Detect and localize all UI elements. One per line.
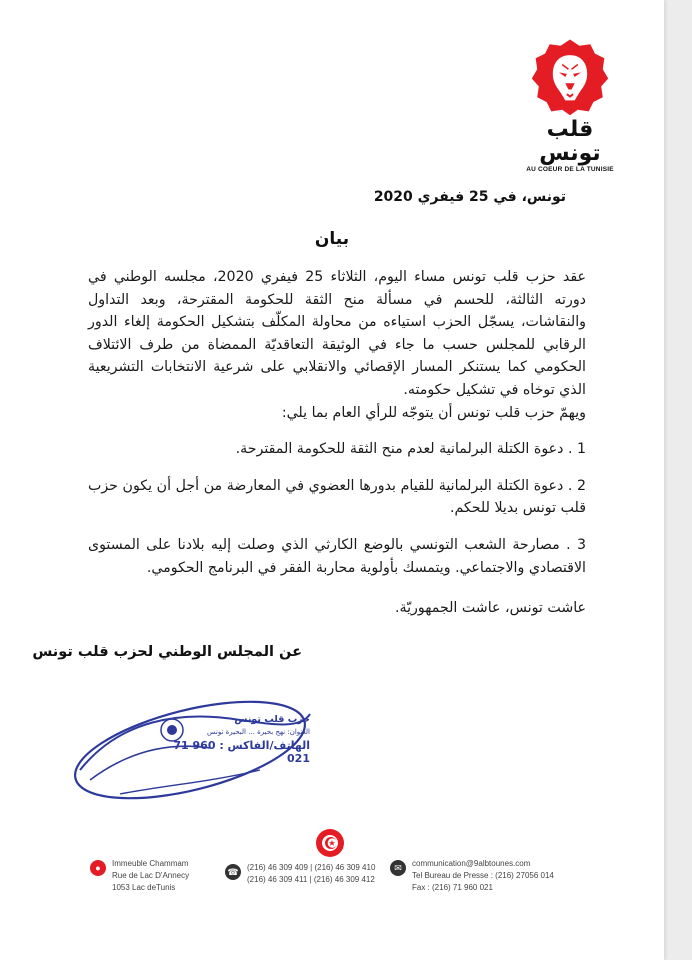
tunisia-flag-emblem-icon xyxy=(315,828,345,858)
footer-phone-line: (216) 46 309 409 | (216) 46 309 410 xyxy=(247,863,376,872)
telephone-icon: ☎ xyxy=(225,864,241,880)
footer-email: communication@9albtounes.com xyxy=(412,859,531,868)
stamp-phone-row xyxy=(150,739,310,765)
lion-head-icon xyxy=(531,38,609,116)
lead-line: ويهمّ حزب قلب تونس أن يتوجّه للرأي العام بما يلي: xyxy=(281,404,586,421)
stamp-phone-label: الهاتف/الفاكس : xyxy=(219,739,310,752)
location-pin-icon: ● xyxy=(90,860,106,876)
party-logo xyxy=(520,38,620,173)
list-item: 3 . مصارحة الشعب التونسي بالوضع الكارثي الذي وصلت إليه بلادنا على المستوى الاقتصادي والاجتماعي. ويتمسك بأولوية محاربة الفقر في البرنامج الحكومي. xyxy=(88,536,586,576)
closing-line: عاشت تونس، عاشت الجمهوريّة. xyxy=(394,600,586,617)
footer-phone-line: (216) 46 309 411 | (216) 46 309 412 xyxy=(247,875,375,884)
logo-arabic-name: قلب تونس xyxy=(539,117,601,166)
document-title: بيان xyxy=(314,229,350,249)
stamp-party-name: حزب قلب تونس xyxy=(234,714,310,725)
signoff-line: عن المجلس الوطني لحزب قلب تونس xyxy=(32,644,302,660)
intro-paragraph: عقد حزب قلب تونس مساء اليوم، الثلاثاء 25 فيفري 2020، مجلسه الوطني في دورته الثالثة، للحسم في مسألة منح الثقة للحكومة المقترحة، وبعد التداول والنقاشات، يسجّل الحزب استياءه من محاولة المكلّف بتشكيل الحكومة إلغاء الدور الرقابي للمجلس حسب ما جاء في الوثيقة التعاقديّة الممضاة من طرف الائتلاف الحكومي كما يستنكر المسار الإقصائي والانقلابي على شرعية الانتخابات التشريعية الذي توخاه في تشكيل حكومته. xyxy=(88,269,586,398)
footer-address-line: 1053 Lac deTunis xyxy=(112,883,176,892)
email-icon: ✉ xyxy=(390,860,406,876)
footer-address-line: Immeuble Chammam xyxy=(112,859,189,868)
stamp-address: العنوان: نهج بحيرة ... البحيرة تونس xyxy=(206,728,310,736)
statement-body xyxy=(88,266,586,620)
logo-french-tagline: AU COEUR DE LA TUNISIE xyxy=(526,166,614,173)
list-item: 1 . دعوة الكتلة البرلمانية لعدم منح الثقة للحكومة المقترحة. xyxy=(235,441,586,458)
stamp-text xyxy=(150,713,310,765)
list-item: 2 . دعوة الكتلة البرلمانية للقيام بدورها العضوي في المعارضة من أجل أن يكون حزب قلب تونس بديلا للحكم. xyxy=(88,477,586,517)
stamp-phone: 71 960 021 xyxy=(173,739,310,765)
document-date: تونس، في 25 فيفري 2020 xyxy=(373,189,566,205)
footer-address-line: Rue de Lac D'Annecy xyxy=(112,871,190,880)
footer-fax: Fax : (216) 71 960 021 xyxy=(412,883,493,892)
footer-press-phone: Tel Bureau de Presse : (216) 27056 014 xyxy=(412,871,554,880)
